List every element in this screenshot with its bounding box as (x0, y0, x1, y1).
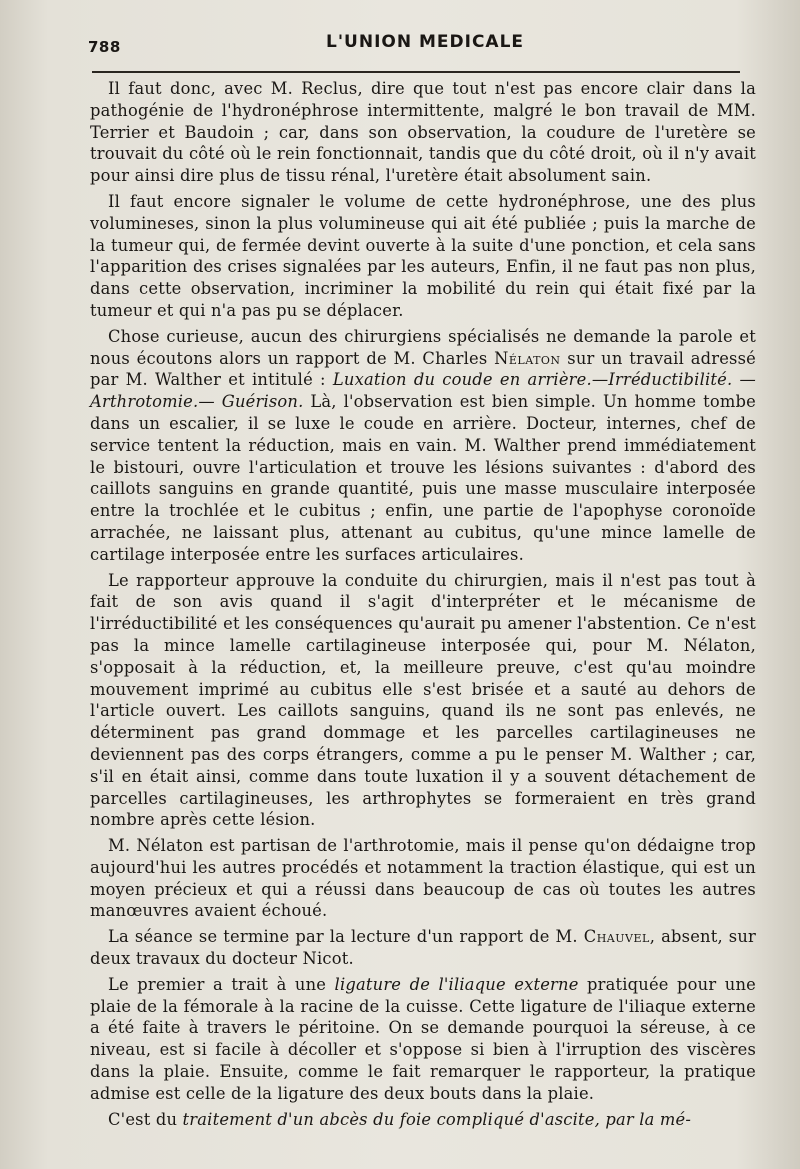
paragraph-text: Chose curieuse, aucun des chirurgiens spécialisés ne demande la parole et nous écoutons alors un rapport de M. Charles (90, 326, 756, 368)
paragraph-text: Le premier a trait à une (108, 974, 335, 994)
paragraph (90, 1109, 756, 1131)
paragraph (90, 926, 756, 970)
work-title: traitement d'un abcès du foie compliqué d'ascite, par la mé- (182, 1109, 692, 1129)
article-body (90, 78, 756, 1134)
paragraph-text: pratiquée pour une plaie de la fémorale à la racine de la cuisse. Cette ligature de l'iliaque externe a été faite à travers le péritoine. On se demande pourquoi la séreuse, à ce niveau, est si facile à décoller et s'oppose si bien à l'irruption des viscères dans la plaie. Ensuite, comme le fait remarquer le rapporteur, la pratique admise est celle de la ligature des deux bouts dans la plaie. (90, 974, 756, 1103)
paragraph-text: La séance se termine par la lecture d'un rapport de M. (108, 927, 584, 947)
author-name: Chauvel (583, 927, 650, 947)
paragraph-text: C'est du (108, 1109, 183, 1129)
page-header (88, 30, 740, 60)
paragraph-text: Là, l'observation est bien simple. Un homme tombe dans un escalier, il se luxe le coude en arrière. Docteur, internes, chef de service tentent la réduction, mais en vain. M. Walther prend immédiatement le bistouri, ouvre l'articulation et trouve les lésions suivantes : d'abord des caillots sanguins en grande quantité, puis une masse musculaire interposée entre la trochlée et le cubitus ; enfin, une partie de l'apophyse coronoïde arrachée, ne laissant plus, attenant au cubitus, qu'une mince lamelle de cartilage interposée entre les surfaces articulaires. (90, 392, 756, 564)
paragraph-text: Il faut encore signaler le volume de cette hydronéphrose, une des plus volumineses, sinon la plus volumineuse qui ait été publiée ; puis la marche de la tumeur qui, de fermée devint ouverte à la suite d'une ponction, et cela sans l'apparition des crises signalées par les auteurs, Enfin, il ne faut pas non plus, dans cette observation, incriminer la mobilité du rein qui était fixé par la tumeur et qui n'a pas pu se déplacer. (90, 191, 756, 320)
page-number: 788 (88, 38, 121, 56)
paragraph (90, 191, 756, 322)
paragraph-text: M. Nélaton est partisan de l'arthrotomie, mais il pense qu'on dédaigne trop aujourd'hui les autres procédés et notamment la traction élastique, qui est un moyen précieux et qui a réussi dans beaucoup de cas où toutes les autres manœuvres avaient échoué. (90, 836, 756, 921)
paragraph (90, 974, 756, 1105)
paragraph-text: , absent, sur deux travaux du docteur Nicot. (90, 927, 756, 969)
paragraph (90, 326, 756, 566)
paragraph-text: Il faut donc, avec M. Reclus, dire que tout n'est pas encore clair dans la pathogénie de l'hydronéphrose intermittente, malgré le bon travail de MM. Terrier et Baudoin ; car, dans son observation, la coudure de l'uretère se trouvait du côté où le rein fonctionnait, tandis que du côté droit, où il n'y avait pour ainsi dire plus de tissu rénal, l'uretère était absolument sain. (90, 79, 756, 186)
paragraph-text: sur un travail adressé par M. Walther et intitulé : (90, 348, 756, 390)
paragraph (90, 78, 756, 187)
header-rule (92, 71, 740, 73)
work-title: Luxation du coude en arrière.—Irréductibilité. — Arthrotomie.— Guérison. (90, 370, 756, 412)
paragraph-text: Le rapporteur approuve la conduite du chirurgien, mais il n'est pas tout à fait de son avis quand il s'agit d'interpréter et le mécanisme de l'irréductibilité et les conséquences qu'aurait pu amener l'abstention. Ce n'est pas la mince lamelle cartilagineuse interposée qui, pour M. Nélaton, s'opposait à la réduction, et, la meilleure preuve, c'est qu'au moindre mouvement imprimé au cubitus elle s'est brisée et a sauté au dehors de l'article ouvert. Les caillots sanguins, quand ils ne sont pas enlevés, ne déterminent pas grand dommage et les parcelles cartilagineuses ne deviennent pas des corps étrangers, comme a pu le penser M. Walther ; car, s'il en était ainsi, comme dans toute luxation il y a souvent détachement de parcelles cartilagineuses, les arthrophytes se formeraient en très grand nombre après cette lésion. (90, 570, 756, 830)
running-title: L'UNION MEDICALE (326, 32, 525, 52)
paragraph (90, 570, 756, 832)
paragraph (90, 835, 756, 922)
work-title: ligature de l'iliaque externe (334, 974, 579, 994)
author-name: Nélaton (494, 348, 561, 368)
